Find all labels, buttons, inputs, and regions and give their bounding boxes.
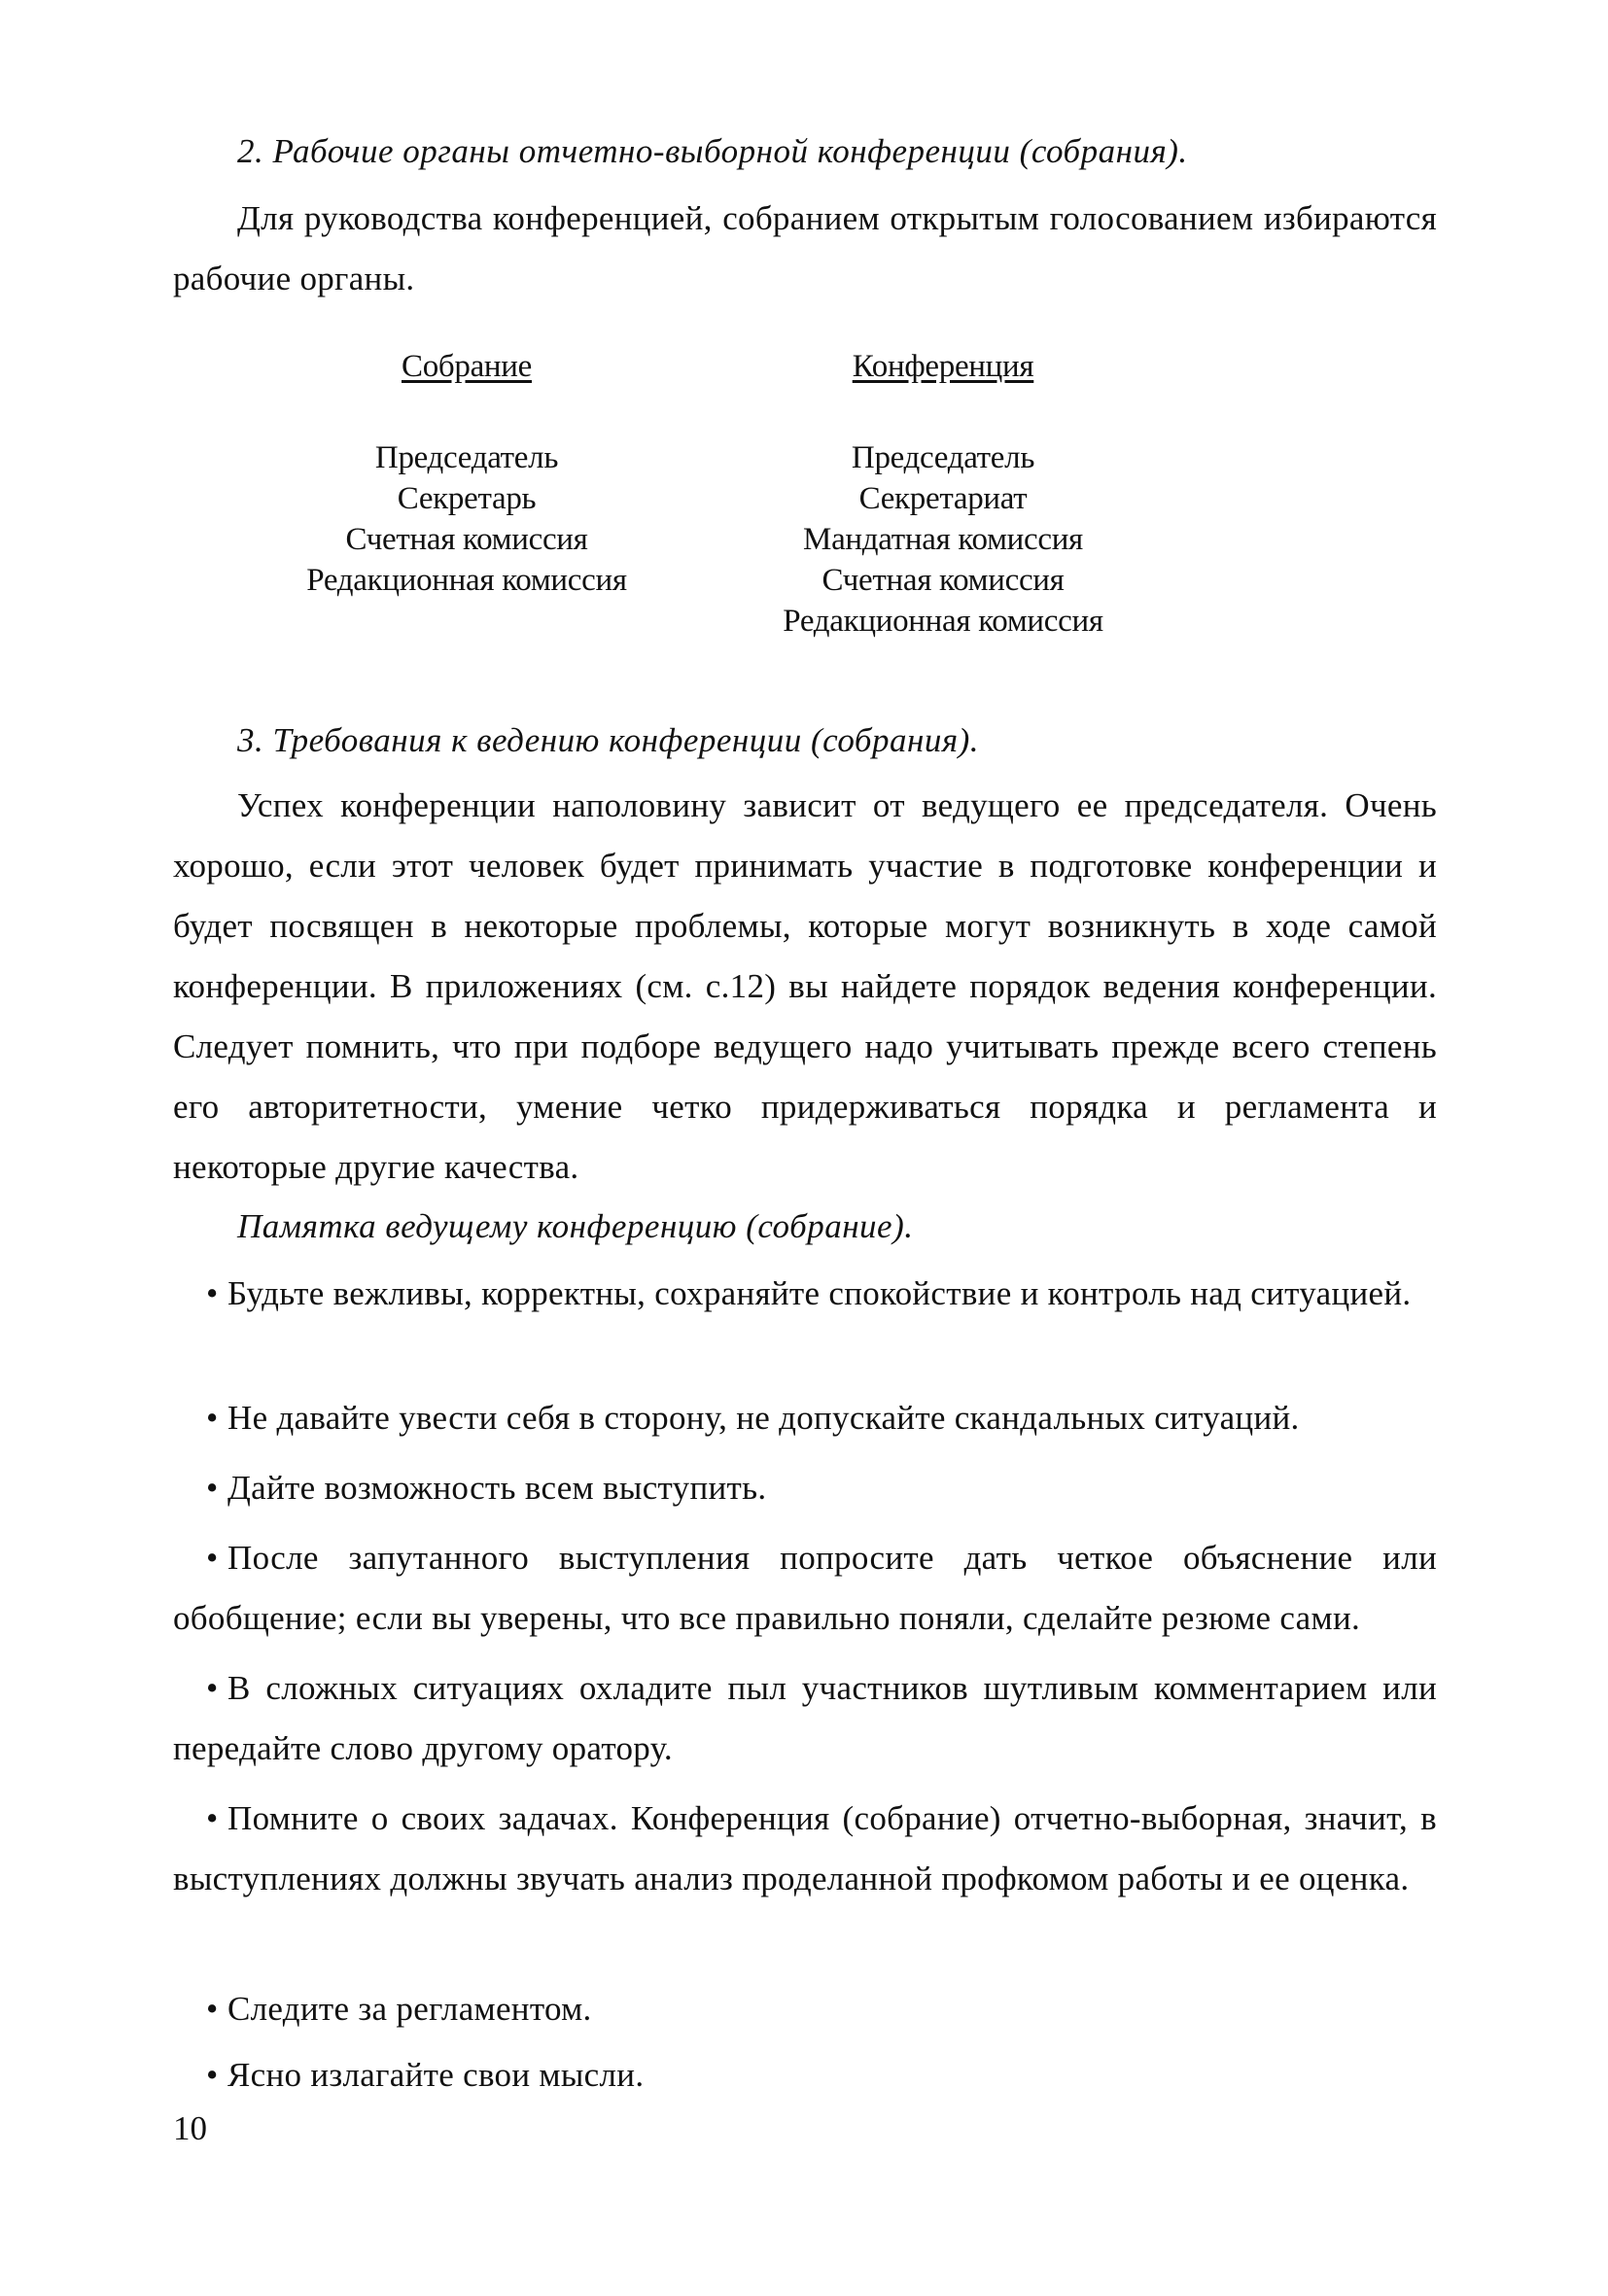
memo-heading: Памятка ведущему конференцию (собрание). (237, 1207, 914, 1245)
conference-body-item: Секретариат (858, 481, 1028, 516)
conference-body-item: Редакционная комиссия (783, 604, 1103, 639)
memo-bullet (173, 2045, 1437, 2105)
bullet-symbol: • (206, 2056, 219, 2094)
bullet-symbol: • (206, 1799, 219, 1837)
section-3-paragraph-text: Успех конференции наполовину зависит от ведущего ее председателя. Очень хорошо, если этот человек будет принимать участие в подготовке конференции и будет посвящен в некоторые проблемы, которые могут возникнуть в ходе самой конференции. В приложениях (см. с.12) вы найдете порядок ведения конференции. Следует помнить, что при подборе ведущего надо учитывать прежде всего степень его авторитетности, умение четко придерживаться порядка и регламента и некоторые другие качества. (173, 786, 1437, 1186)
section-2-paragraph-text: Для руководства конференцией, собранием открытым голосованием избираются рабочие органы. (173, 199, 1437, 297)
conference-body-item: Председатель (851, 440, 1035, 475)
meeting-body-item: Секретарь (397, 481, 537, 516)
memo-bullet (173, 1264, 1437, 1324)
conference-bodies-column (700, 346, 1186, 642)
memo-bullet-text: Не давайте увести себя в сторону, не допускайте скандальных ситуаций. (227, 1399, 1300, 1437)
memo-bullet-text: После запутанного выступления попросите дать четкое объяснение или обобщение; если вы уверены, что все правильно поняли, сделайте резюме сами. (173, 1539, 1437, 1637)
section-3-heading: 3. Требования к ведению конференции (собрания). (237, 721, 980, 759)
conference-body-item: Счетная комиссия (821, 563, 1065, 598)
meeting-body-item: Редакционная комиссия (306, 563, 627, 598)
meeting-bodies-column (224, 346, 710, 601)
memo-bullet (173, 1789, 1437, 1909)
meeting-column-header: Собрание (401, 349, 532, 384)
bullet-symbol: • (206, 1399, 219, 1437)
memo-bullet (173, 1658, 1437, 1779)
section-2-paragraph (173, 189, 1437, 309)
memo-bullet (173, 1528, 1437, 1649)
memo-bullet (173, 1458, 1437, 1518)
bullet-symbol: • (206, 1990, 219, 2028)
conference-column-header: Конференция (852, 349, 1034, 384)
memo-bullet (173, 1979, 1437, 2039)
section-2-heading: 2. Рабочие органы отчетно-выборной конференции (собрания). (237, 132, 1188, 170)
page-number: 10 (173, 2109, 207, 2147)
memo-bullet-text: Ясно излагайте свои мысли. (227, 2056, 645, 2094)
bullet-symbol: • (206, 1669, 219, 1707)
conference-body-item: Мандатная комиссия (803, 522, 1083, 557)
meeting-body-item: Счетная комиссия (345, 522, 588, 557)
bullet-symbol: • (206, 1539, 219, 1577)
section-3-paragraph (173, 776, 1437, 1198)
memo-bullet (173, 1388, 1437, 1448)
memo-bullet-text: Следите за регламентом. (227, 1990, 592, 2028)
memo-bullet-text: В сложных ситуациях охладите пыл участников шутливым комментарием или передайте слово другому оратору. (173, 1669, 1437, 1767)
meeting-body-item: Председатель (374, 440, 559, 475)
bullet-symbol: • (206, 1274, 219, 1312)
memo-bullet-text: Помните о своих задачах. Конференция (собрание) отчетно-выборная, значит, в выступлениях должны звучать анализ проделанной профкомом работы и ее оценка. (173, 1799, 1437, 1897)
memo-bullet-text: Дайте возможность всем выступить. (227, 1469, 767, 1507)
bullet-symbol: • (206, 1469, 219, 1507)
memo-bullet-text: Будьте вежливы, корректны, сохраняйте спокойствие и контроль над ситуацией. (227, 1274, 1412, 1312)
